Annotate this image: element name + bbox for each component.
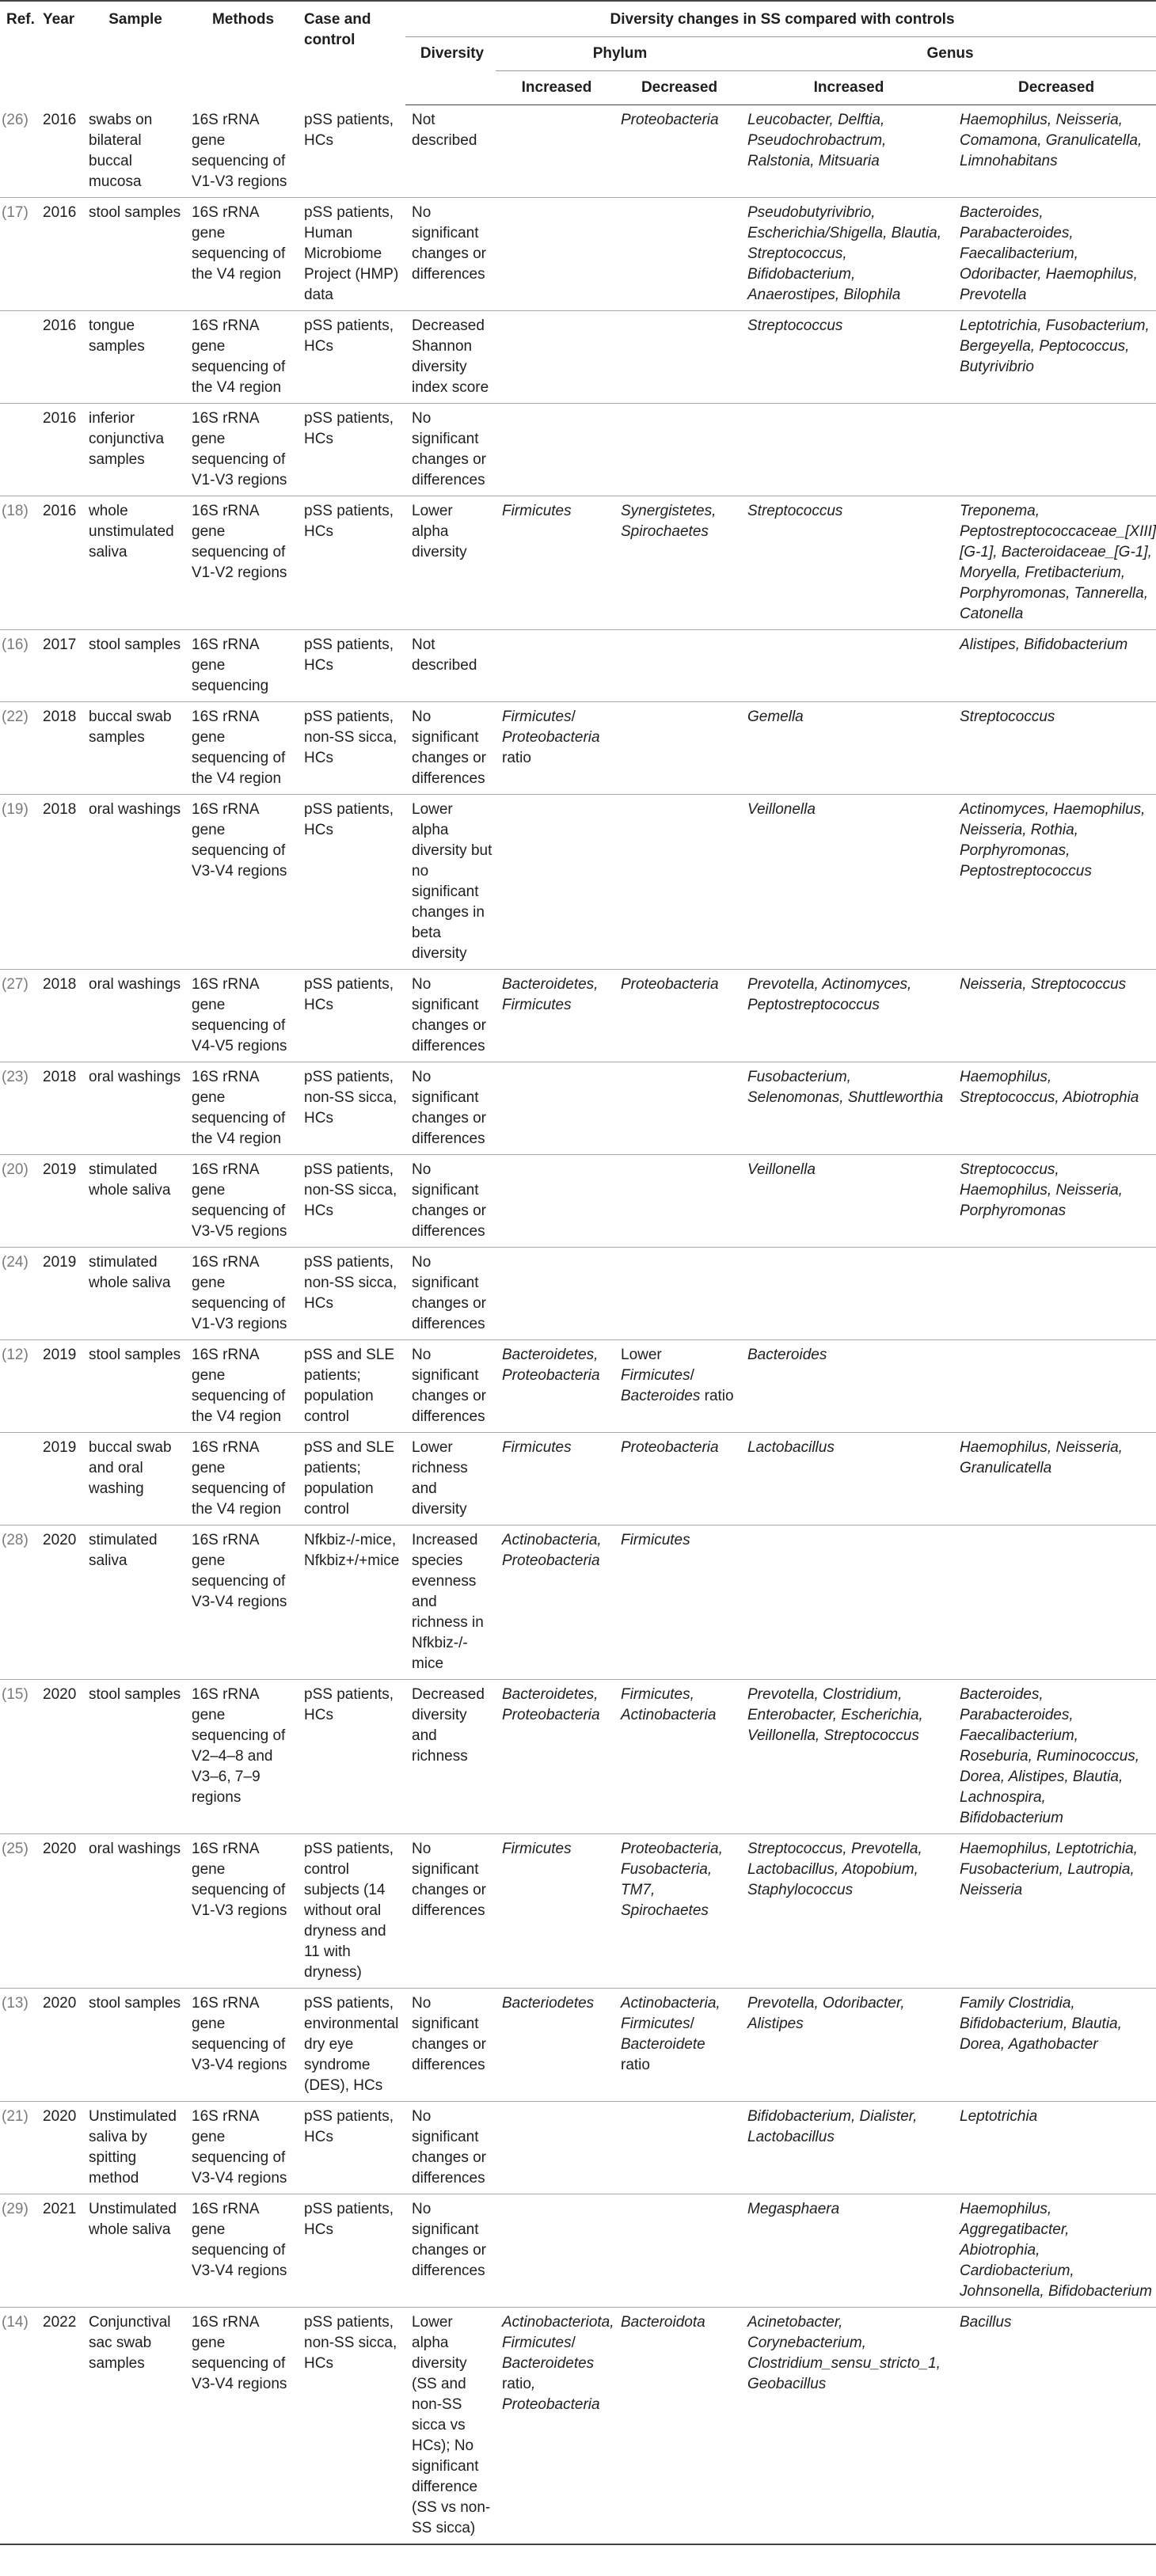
cell-genus-increased: Fusobacterium, Selenomonas, Shuttleworthia: [747, 1068, 944, 1106]
cell-phylum-increased: Firmicutes: [502, 1840, 572, 1857]
table-row: [0, 1988, 1156, 2101]
cell-ref: (12): [2, 1346, 29, 1363]
cell-sample: Unstimulated whole saliva: [89, 2200, 177, 2238]
cell-year: 2020: [43, 1994, 77, 2012]
cell-sample: oral washings: [89, 1068, 181, 1085]
cell-case-control: pSS and SLE patients; population control: [304, 1346, 395, 1425]
cell-ref: [0, 403, 36, 496]
cell-diversity: No significant changes or differences: [412, 2200, 487, 2279]
cell-genus-increased: Acinetobacter, Corynebacterium, Clostridium_sensu_stricto_1, Geobacillus: [747, 2313, 941, 2392]
col-header-diversity: Diversity: [405, 37, 496, 105]
cell-phylum-increased: Bacteriodetes: [502, 1994, 595, 2012]
cell-case-control: pSS patients, HCs: [304, 800, 394, 838]
cell-phylum-decreased: Proteobacteria: [621, 975, 719, 993]
cell-genus-increased: Streptococcus: [747, 317, 843, 334]
cell-year: 2016: [43, 317, 77, 334]
cell-sample: stool samples: [89, 1685, 181, 1703]
cell-genus-decreased: Haemophilus, Neisseria, Comamona, Granulicatella, Limnohabitans: [960, 112, 1143, 169]
table-row: [0, 969, 1156, 1062]
cell-genus-decreased: Alistipes, Bifidobacterium: [960, 636, 1128, 653]
cell-ref: (14): [2, 2313, 29, 2331]
cell-diversity: No significant changes or differences: [412, 1840, 487, 1919]
col-header-genus-increased: Increased: [741, 71, 953, 105]
cell-phylum-increased: Actinobacteriota, Firmicutes/ Bacteroidetes ratio, Proteobacteria: [502, 2313, 614, 2413]
cell-phylum-decreased: Firmicutes, Actinobacteria: [621, 1685, 717, 1723]
table-row: [0, 1833, 1156, 1988]
cell-phylum-decreased: [614, 403, 741, 496]
cell-methods: 16S rRNA gene sequencing of the V4 region: [192, 203, 286, 283]
cell-phylum-decreased: [614, 310, 741, 403]
cell-genus-increased: [741, 403, 953, 496]
cell-methods: 16S rRNA gene sequencing of V1-V3 regions: [192, 1840, 287, 1919]
cell-diversity: Lower alpha diversity (SS and non-SS sicca vs HCs); No significant difference (SS vs non-SS sicca): [412, 2313, 491, 2536]
cell-ref: [0, 1432, 36, 1525]
cell-sample: swabs on bilateral buccal mucosa: [89, 111, 153, 190]
cell-methods: 16S rRNA gene sequencing of V3-V4 regions: [192, 800, 287, 880]
cell-case-control: pSS patients, non-SS sicca, HCs: [304, 1161, 397, 1219]
table-row: [0, 2101, 1156, 2194]
col-header-year: Year: [43, 11, 75, 28]
cell-year: 2017: [43, 636, 77, 653]
cell-case-control: pSS patients, non-SS sicca, HCs: [304, 1068, 397, 1127]
cell-phylum-decreased: [614, 629, 741, 701]
cell-sample: stimulated whole saliva: [89, 1161, 171, 1199]
cell-ref: (13): [2, 1994, 29, 2012]
cell-phylum-decreased: Proteobacteria: [621, 1438, 719, 1456]
cell-methods: 16S rRNA gene sequencing of V2–4–8 and V3–6, 7–9 regions: [192, 1685, 286, 1806]
cell-sample: oral washings: [89, 1840, 181, 1857]
cell-sample: buccal swab and oral washing: [89, 1438, 172, 1497]
cell-year: 2016: [43, 111, 77, 128]
table-header: [0, 1, 1156, 105]
cell-genus-decreased: [953, 403, 1156, 496]
cell-diversity: No significant changes or differences: [412, 975, 487, 1054]
cell-genus-decreased: Actinomyces, Haemophilus, Neisseria, Rothia, Porphyromonas, Peptostreptococcus: [960, 800, 1146, 880]
cell-sample: Conjunctival sac swab samples: [89, 2313, 171, 2372]
cell-ref: (29): [2, 2200, 29, 2217]
col-header-phylum-increased: Increased: [496, 71, 614, 105]
cell-case-control: pSS patients, HCs: [304, 111, 394, 149]
cell-year: 2020: [43, 1531, 77, 1548]
cell-genus-decreased: Haemophilus, Streptococcus, Abiotrophia: [960, 1068, 1139, 1106]
group-header-phylum: Phylum: [496, 37, 741, 71]
cell-year: 2020: [43, 1840, 77, 1857]
cell-case-control: pSS patients, Human Microbiome Project (HMP) data: [304, 203, 399, 303]
cell-phylum-decreased: [614, 1154, 741, 1247]
cell-genus-decreased: [953, 1339, 1156, 1432]
cell-phylum-increased: Bacteroidetes, Firmicutes: [502, 975, 599, 1013]
cell-diversity: Decreased diversity and richness: [412, 1685, 485, 1765]
cell-diversity: Decreased Shannon diversity index score: [412, 317, 489, 396]
cell-ref: (22): [2, 708, 29, 725]
cell-methods: 16S rRNA gene sequencing of the V4 region: [192, 1438, 286, 1518]
cell-ref: (28): [2, 1531, 29, 1548]
cell-diversity: Lower alpha diversity: [412, 502, 467, 560]
table-row: [0, 310, 1156, 403]
cell-phylum-decreased: [614, 1247, 741, 1339]
cell-genus-decreased: Bacteroides, Parabacteroides, Faecalibacterium, Odoribacter, Haemophilus, Prevotella: [960, 203, 1138, 303]
cell-genus-decreased: Family Clostridia, Bifidobacterium, Blautia, Dorea, Agathobacter: [960, 1994, 1122, 2053]
cell-phylum-increased: [496, 403, 614, 496]
cell-case-control: pSS patients, HCs: [304, 502, 394, 540]
cell-genus-decreased: Haemophilus, Leptotrichia, Fusobacterium, Lautropia, Neisseria: [960, 1840, 1138, 1898]
cell-phylum-increased: [496, 794, 614, 969]
col-header-methods: Methods: [211, 11, 275, 28]
cell-phylum-increased: Firmicutes/ Proteobacteria ratio: [502, 708, 600, 766]
table-row: [0, 1339, 1156, 1432]
table-row: [0, 197, 1156, 310]
cell-phylum-decreased: Synergistetes, Spirochaetes: [621, 502, 717, 540]
cell-diversity: No significant changes or differences: [412, 1161, 487, 1240]
cell-genus-decreased: Haemophilus, Aggregatibacter, Abiotrophia, Cardiobacterium, Johnsonella, Bifidobacterium: [960, 2200, 1152, 2300]
cell-methods: 16S rRNA gene sequencing of the V4 region: [192, 1068, 286, 1147]
cell-genus-decreased: Bacillus: [960, 2313, 1012, 2331]
cell-phylum-increased: [496, 197, 614, 310]
cell-genus-increased: Gemella: [747, 708, 804, 725]
cell-methods: 16S rRNA gene sequencing of V3-V4 regions: [192, 1994, 287, 2073]
cell-year: 2018: [43, 708, 77, 725]
cell-phylum-increased: Bacteroidetes, Proteobacteria: [502, 1685, 600, 1723]
cell-year: 2020: [43, 1685, 77, 1703]
cell-sample: stimulated whole saliva: [89, 1253, 171, 1291]
cell-diversity: No significant changes or differences: [412, 708, 487, 787]
cell-phylum-decreased: Firmicutes: [621, 1531, 690, 1548]
cell-sample: oral washings: [89, 800, 181, 818]
cell-sample: Unstimulated saliva by spitting method: [89, 2107, 177, 2187]
cell-methods: 16S rRNA gene sequencing of V4-V5 regions: [192, 975, 287, 1054]
cell-year: 2022: [43, 2313, 77, 2331]
cell-genus-increased: Prevotella, Actinomyces, Peptostreptococcus: [747, 975, 912, 1013]
cell-year: 2021: [43, 2200, 77, 2217]
cell-sample: inferior conjunctiva samples: [89, 409, 165, 468]
cell-genus-increased: Megasphaera: [747, 2200, 840, 2217]
cell-case-control: pSS patients, non-SS sicca, HCs: [304, 2313, 397, 2372]
cell-genus-decreased: Treponema, Peptostreptococcaceae_[XIII][G-1], Bacteroidaceae_[G-1], Moryella, Fretibacterium, Porphyromonas, Tannerella, Catonella: [960, 502, 1156, 622]
cell-ref: (25): [2, 1840, 29, 1857]
cell-phylum-increased: Firmicutes: [502, 502, 572, 519]
cell-phylum-decreased: Lower Firmicutes/ Bacteroides ratio: [621, 1346, 734, 1404]
table-row: [0, 1679, 1156, 1833]
cell-phylum-increased: [496, 2101, 614, 2194]
cell-phylum-decreased: [614, 701, 741, 794]
cell-methods: 16S rRNA gene sequencing of the V4 region: [192, 1346, 286, 1425]
cell-phylum-decreased: Bacteroidota: [621, 2313, 705, 2331]
cell-sample: stool samples: [89, 203, 181, 221]
cell-case-control: pSS patients, HCs: [304, 317, 394, 355]
cell-phylum-increased: Actinobacteria, Proteobacteria: [502, 1531, 602, 1569]
table-body: [0, 105, 1156, 2544]
cell-genus-decreased: Haemophilus, Neisseria, Granulicatella: [960, 1438, 1123, 1476]
cell-diversity: No significant changes or differences: [412, 1253, 487, 1332]
cell-phylum-decreased: [614, 1062, 741, 1154]
cell-genus-increased: [741, 1247, 953, 1339]
cell-diversity: No significant changes or differences: [412, 1346, 487, 1425]
cell-diversity: Lower richness and diversity: [412, 1438, 468, 1518]
table-row: [0, 1525, 1156, 1679]
cell-diversity: Increased species evenness and richness in Nfkbiz-/- mice: [412, 1531, 484, 1672]
table-row: [0, 1062, 1156, 1154]
cell-phylum-increased: [496, 310, 614, 403]
cell-phylum-decreased: [614, 197, 741, 310]
cell-phylum-decreased: Proteobacteria: [621, 112, 719, 128]
cell-phylum-increased: [496, 1247, 614, 1339]
cell-case-control: pSS patients, HCs: [304, 975, 394, 1013]
cell-phylum-increased: [496, 1154, 614, 1247]
cell-year: 2018: [43, 800, 77, 818]
cell-ref: (23): [2, 1068, 29, 1085]
cell-ref: (27): [2, 975, 29, 993]
table-row: [0, 794, 1156, 969]
cell-phylum-increased: Firmicutes: [502, 1438, 572, 1456]
col-header-sample: Sample: [108, 11, 162, 28]
cell-phylum-decreased: [614, 2101, 741, 2194]
col-header-case-control: Case and control: [304, 11, 371, 48]
cell-case-control: Nfkbiz-/-mice, Nfkbiz+/+mice: [304, 1531, 400, 1569]
cell-diversity: No significant changes or differences: [412, 2107, 487, 2187]
cell-case-control: pSS patients, environmental dry eye syndrome (DES), HCs: [304, 1994, 399, 2094]
cell-phylum-increased: [496, 2194, 614, 2307]
cell-case-control: pSS patients, HCs: [304, 636, 394, 674]
cell-ref: (24): [2, 1253, 29, 1271]
cell-diversity: No significant changes or differences: [412, 1068, 487, 1147]
cell-year: 2019: [43, 1253, 77, 1271]
table-row: [0, 1154, 1156, 1247]
cell-genus-increased: Streptococcus: [747, 502, 843, 519]
cell-methods: 16S rRNA gene sequencing of V1-V3 regions: [192, 111, 287, 190]
cell-genus-increased: Prevotella, Odoribacter, Alistipes: [747, 1994, 905, 2032]
cell-genus-decreased: [953, 1525, 1156, 1679]
cell-year: 2018: [43, 1068, 77, 1085]
cell-diversity: No significant changes or differences: [412, 409, 487, 488]
col-header-genus-decreased: Decreased: [953, 71, 1156, 105]
cell-phylum-decreased: [614, 2194, 741, 2307]
table-row: [0, 701, 1156, 794]
cell-diversity: No significant changes or differences: [412, 1994, 487, 2073]
cell-case-control: pSS and SLE patients; population control: [304, 1438, 395, 1518]
cell-methods: 16S rRNA gene sequencing of V3-V4 regions: [192, 1531, 287, 1610]
cell-genus-increased: Lactobacillus: [747, 1438, 835, 1456]
cell-case-control: pSS patients, HCs: [304, 2107, 394, 2145]
table-row: [0, 403, 1156, 496]
cell-phylum-increased: Bacteroidetes, Proteobacteria: [502, 1346, 600, 1384]
cell-methods: 16S rRNA gene sequencing of V3-V4 regions: [192, 2107, 287, 2187]
cell-sample: whole unstimulated saliva: [89, 502, 174, 560]
cell-year: 2019: [43, 1346, 77, 1363]
cell-case-control: pSS patients, non-SS sicca, HCs: [304, 1253, 397, 1312]
cell-methods: 16S rRNA gene sequencing: [192, 636, 269, 694]
cell-year: 2020: [43, 2107, 77, 2125]
cell-case-control: pSS patients, HCs: [304, 409, 394, 447]
cell-diversity: Lower alpha diversity but no significant changes in beta diversity: [412, 800, 492, 962]
cell-ref: (18): [2, 502, 29, 519]
cell-genus-increased: Veillonella: [747, 1161, 816, 1178]
cell-sample: stool samples: [89, 636, 181, 653]
group-header-genus: Genus: [741, 37, 1156, 71]
cell-genus-increased: Streptococcus, Prevotella, Lactobacillus, Atopobium, Staphylococcus: [747, 1840, 922, 1898]
cell-genus-increased: Leucobacter, Delftia, Pseudochrobactrum, Ralstonia, Mitsuaria: [747, 112, 887, 169]
cell-ref: (21): [2, 2107, 29, 2125]
cell-methods: 16S rRNA gene sequencing of V3-V4 regions: [192, 2200, 287, 2279]
table-row: [0, 2194, 1156, 2307]
cell-sample: stimulated saliva: [89, 1531, 158, 1569]
cell-case-control: pSS patients, control subjects (14 without oral dryness and 11 with dryness): [304, 1840, 394, 1981]
cell-methods: 16S rRNA gene sequencing of the V4 region: [192, 317, 286, 396]
table-row: [0, 1247, 1156, 1339]
cell-methods: 16S rRNA gene sequencing of V3-V4 regions: [192, 2313, 287, 2392]
cell-sample: stool samples: [89, 1346, 181, 1363]
col-header-ref: Ref.: [6, 11, 35, 28]
cell-phylum-increased: [496, 105, 614, 198]
cell-case-control: pSS patients, HCs: [304, 1685, 394, 1723]
cell-year: 2018: [43, 975, 77, 993]
cell-methods: 16S rRNA gene sequencing of V3-V5 regions: [192, 1161, 287, 1240]
cell-genus-increased: [741, 629, 953, 701]
cell-methods: 16S rRNA gene sequencing of the V4 region: [192, 708, 286, 787]
cell-diversity: No significant changes or differences: [412, 203, 487, 283]
cell-ref: (26): [2, 111, 29, 128]
cell-methods: 16S rRNA gene sequencing of V1-V2 regions: [192, 502, 287, 581]
col-header-phylum-decreased: Decreased: [614, 71, 741, 105]
cell-genus-decreased: Streptococcus, Haemophilus, Neisseria, Porphyromonas: [960, 1161, 1123, 1219]
cell-genus-increased: Pseudobutyrivibrio, Escherichia/Shigella, Blautia, Streptococcus, Bifidobacterium, Anaerostipes, Bilophila: [747, 203, 942, 303]
cell-year: 2016: [43, 203, 77, 221]
table-row: [0, 496, 1156, 629]
group-header-diversity-changes: Diversity changes in SS compared with controls: [405, 1, 1156, 37]
cell-sample: oral washings: [89, 975, 181, 993]
cell-genus-increased: Bifidobacterium, Dialister, Lactobacillus: [747, 2107, 918, 2145]
cell-ref: (16): [2, 636, 29, 653]
cell-case-control: pSS patients, non-SS sicca, HCs: [304, 708, 397, 766]
cell-sample: buccal swab samples: [89, 708, 172, 746]
table-row: [0, 105, 1156, 198]
cell-sample: stool samples: [89, 1994, 181, 2012]
cell-diversity: Not described: [412, 112, 477, 149]
cell-genus-increased: Bacteroides: [747, 1346, 827, 1363]
cell-year: 2016: [43, 502, 77, 519]
cell-genus-decreased: Streptococcus: [960, 708, 1055, 725]
cell-year: 2019: [43, 1161, 77, 1178]
cell-genus-decreased: Neisseria, Streptococcus: [960, 975, 1127, 993]
cell-ref: (15): [2, 1685, 29, 1703]
cell-genus-decreased: [953, 1247, 1156, 1339]
cell-phylum-decreased: Proteobacteria, Fusobacteria, TM7, Spirochaetes: [621, 1840, 723, 1919]
cell-ref: (19): [2, 800, 29, 818]
cell-methods: 16S rRNA gene sequencing of V1-V3 regions: [192, 409, 287, 488]
cell-year: 2016: [43, 409, 77, 427]
cell-genus-decreased: Leptotrichia: [960, 2107, 1038, 2125]
cell-year: 2019: [43, 1438, 77, 1456]
cell-sample: tongue samples: [89, 317, 145, 355]
cell-ref: (20): [2, 1161, 29, 1178]
cell-phylum-decreased: Actinobacteria, Firmicutes/ Bacteroidete ratio: [621, 1994, 721, 2073]
cell-diversity: Not described: [412, 636, 477, 674]
table-row: [0, 2307, 1156, 2544]
table-row: [0, 629, 1156, 701]
cell-phylum-increased: [496, 1062, 614, 1154]
cell-ref: (17): [2, 203, 29, 221]
cell-phylum-decreased: [614, 794, 741, 969]
table-row: [0, 1432, 1156, 1525]
cell-ref: [0, 310, 36, 403]
cell-genus-increased: [741, 1525, 953, 1679]
cell-genus-increased: Prevotella, Clostridium, Enterobacter, Escherichia, Veillonella, Streptococcus: [747, 1685, 923, 1744]
cell-phylum-increased: [496, 629, 614, 701]
cell-genus-decreased: Leptotrichia, Fusobacterium, Bergeyella, Peptococcus, Butyrivibrio: [960, 317, 1150, 375]
cell-genus-decreased: Bacteroides, Parabacteroides, Faecalibacterium, Roseburia, Ruminococcus, Dorea, Alistipes, Blautia, Lachnospira, Bifidobacterium: [960, 1685, 1140, 1826]
cell-methods: 16S rRNA gene sequencing of V1-V3 regions: [192, 1253, 287, 1332]
cell-case-control: pSS patients, HCs: [304, 2200, 394, 2238]
cell-genus-increased: Veillonella: [747, 800, 816, 818]
